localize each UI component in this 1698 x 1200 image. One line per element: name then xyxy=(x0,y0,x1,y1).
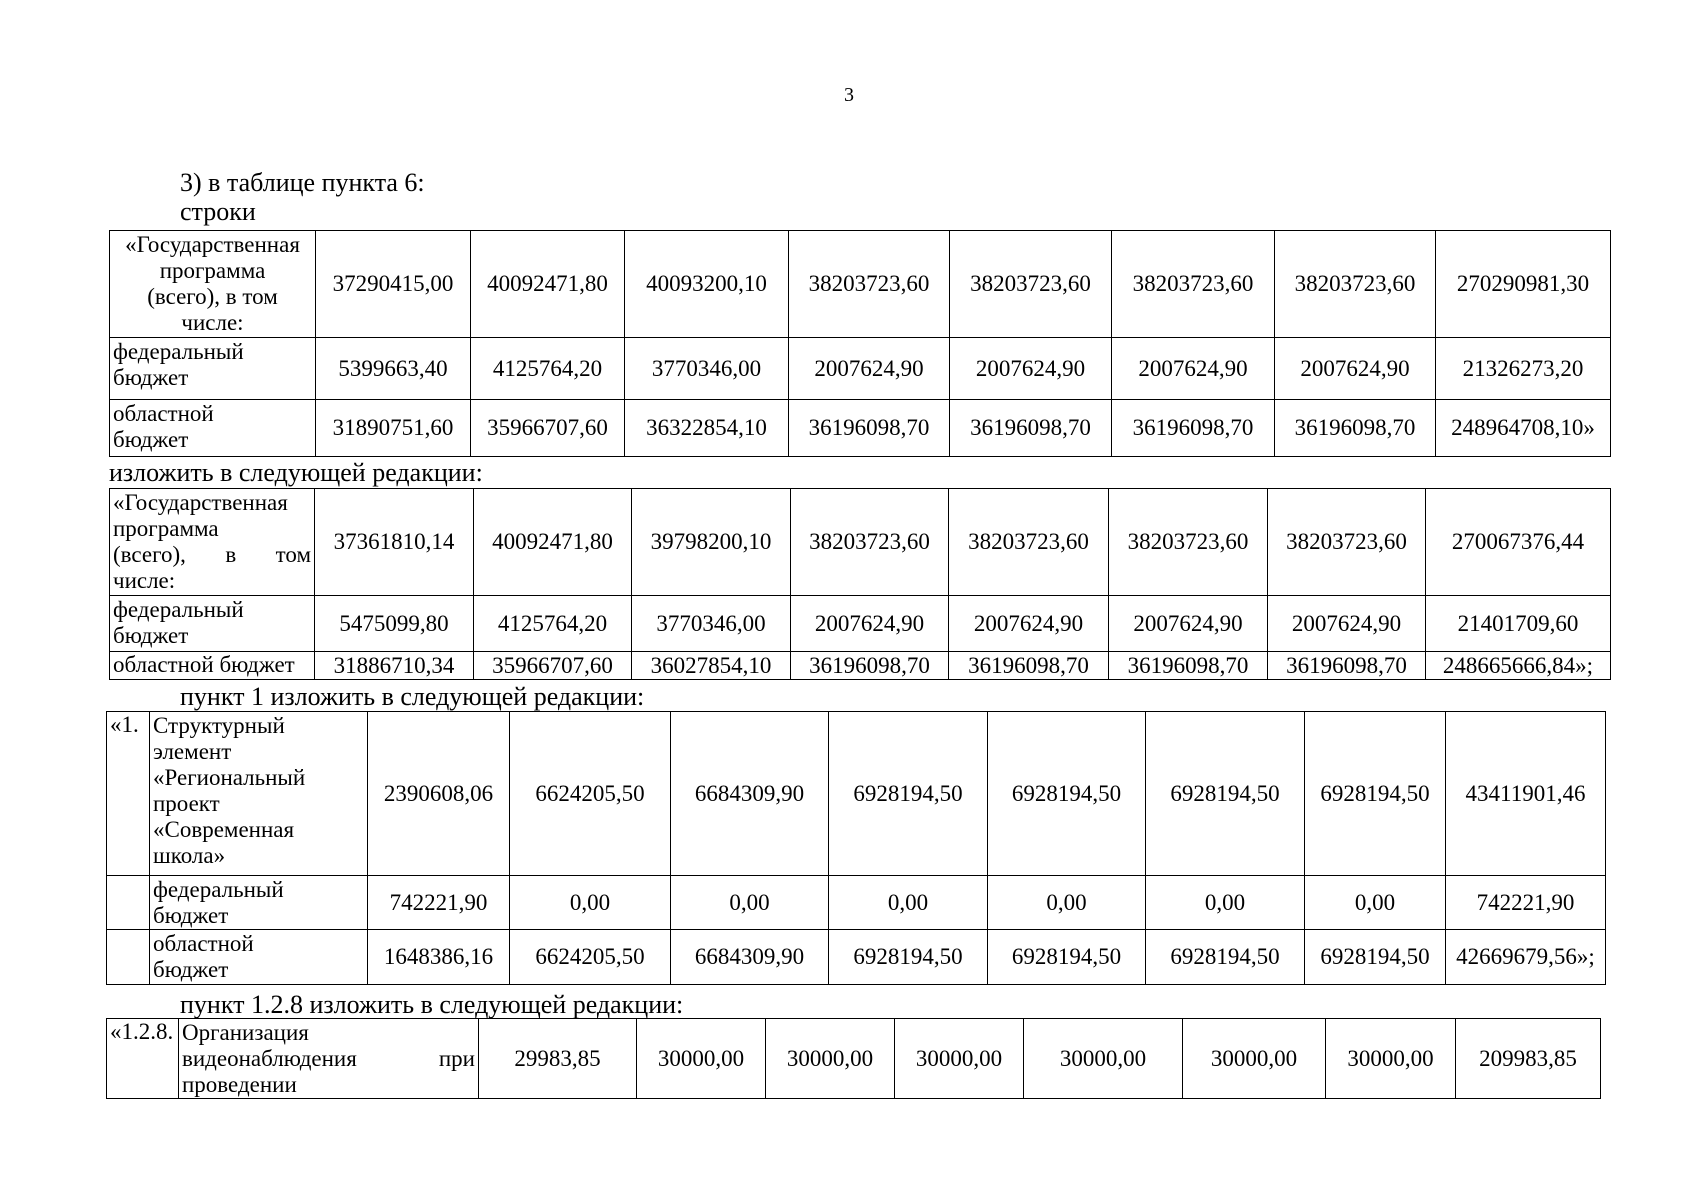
row-label: Структурный элемент «Региональный проект «Современная школа» xyxy=(150,712,368,876)
table-cell: 37290415,00 xyxy=(316,231,471,338)
item-number: «1. xyxy=(107,712,150,876)
table-cell: 38203723,60 xyxy=(789,231,950,338)
table-cell: 6928194,50 xyxy=(829,930,988,985)
intro-line-1: 3) в таблице пункта 6: xyxy=(180,168,425,197)
table-row xyxy=(107,876,1606,930)
row-label: федеральный бюджет xyxy=(150,876,368,930)
table-cell: 6928194,50 xyxy=(988,930,1146,985)
table-cell: 36196098,70 xyxy=(791,652,949,680)
table-cell: 6928194,50 xyxy=(1146,930,1305,985)
table-cell: 6624205,50 xyxy=(510,712,671,876)
row-label: областной бюджет xyxy=(110,400,316,457)
table-row xyxy=(107,930,1606,985)
table-cell: 21401709,60 xyxy=(1426,596,1611,652)
table-row xyxy=(107,712,1606,876)
table-cell: 21326273,20 xyxy=(1436,338,1611,400)
table-cell: 6684309,90 xyxy=(671,712,829,876)
row-label: Организация видеонаблюдения при проведении xyxy=(179,1019,479,1099)
table-cell: 209983,85 xyxy=(1456,1019,1601,1099)
table-cell: 6684309,90 xyxy=(671,930,829,985)
row-label: федеральный бюджет xyxy=(110,338,316,400)
table-cell: 2007624,90 xyxy=(1112,338,1275,400)
table-cell: 30000,00 xyxy=(766,1019,895,1099)
row-label: областной бюджет xyxy=(110,652,315,680)
table-cell: 4125764,20 xyxy=(474,596,632,652)
table-cell: 36196098,70 xyxy=(1109,652,1268,680)
item-number-empty xyxy=(107,876,150,930)
table-cell: 38203723,60 xyxy=(949,489,1109,596)
table-cell: 42669679,56»; xyxy=(1446,930,1606,985)
page-number: 3 xyxy=(844,84,854,106)
intro-line-2: строки xyxy=(180,197,256,226)
table-cell: 43411901,46 xyxy=(1446,712,1606,876)
table-cell: 248665666,84»; xyxy=(1426,652,1611,680)
table-cell: 36196098,70 xyxy=(1275,400,1436,457)
table-cell: 36196098,70 xyxy=(789,400,950,457)
table-cell: 36196098,70 xyxy=(1112,400,1275,457)
table-cell: 742221,90 xyxy=(1446,876,1606,930)
table-cell: 36196098,70 xyxy=(949,652,1109,680)
table-new-rows xyxy=(109,488,1611,680)
table-cell: 39798200,10 xyxy=(632,489,791,596)
table-cell: 1648386,16 xyxy=(368,930,510,985)
row-label: областной бюджет xyxy=(150,930,368,985)
table-cell: 30000,00 xyxy=(1326,1019,1456,1099)
table-cell: 30000,00 xyxy=(1024,1019,1183,1099)
table-cell: 2007624,90 xyxy=(1268,596,1426,652)
table-cell: 6928194,50 xyxy=(1305,930,1446,985)
table-cell: 270290981,30 xyxy=(1436,231,1611,338)
item-number: «1.2.8. xyxy=(107,1019,179,1099)
table-cell: 5399663,40 xyxy=(316,338,471,400)
table-cell: 35966707,60 xyxy=(474,652,632,680)
table-cell: 0,00 xyxy=(1146,876,1305,930)
table-cell: 6928194,50 xyxy=(1146,712,1305,876)
table-cell: 38203723,60 xyxy=(1268,489,1426,596)
table-cell: 248964708,10» xyxy=(1436,400,1611,457)
table-item-1-2-8 xyxy=(106,1018,1601,1099)
table-row xyxy=(110,231,1611,338)
heading-item-1-2-8: пункт 1.2.8 изложить в следующей редакции: xyxy=(180,990,684,1019)
table-cell: 6928194,50 xyxy=(1305,712,1446,876)
table-cell: 38203723,60 xyxy=(1275,231,1436,338)
table-cell: 0,00 xyxy=(510,876,671,930)
table-row xyxy=(110,338,1611,400)
table-row xyxy=(110,489,1611,596)
table-cell: 3770346,00 xyxy=(625,338,789,400)
table-cell: 270067376,44 xyxy=(1426,489,1611,596)
table-row xyxy=(110,596,1611,652)
table-cell: 0,00 xyxy=(671,876,829,930)
table-cell: 38203723,60 xyxy=(950,231,1112,338)
table-cell: 36027854,10 xyxy=(632,652,791,680)
table-cell: 3770346,00 xyxy=(632,596,791,652)
table-cell: 6928194,50 xyxy=(988,712,1146,876)
table-cell: 31890751,60 xyxy=(316,400,471,457)
table-cell: 40092471,80 xyxy=(474,489,632,596)
table-cell: 742221,90 xyxy=(368,876,510,930)
table-cell: 29983,85 xyxy=(479,1019,637,1099)
table-cell: 0,00 xyxy=(988,876,1146,930)
table-cell: 6624205,50 xyxy=(510,930,671,985)
table-cell: 6928194,50 xyxy=(829,712,988,876)
table-cell: 2007624,90 xyxy=(949,596,1109,652)
table-cell: 0,00 xyxy=(1305,876,1446,930)
table-cell: 36322854,10 xyxy=(625,400,789,457)
table-row xyxy=(110,400,1611,457)
item-number-empty xyxy=(107,930,150,985)
table-cell: 38203723,60 xyxy=(791,489,949,596)
row-label: федеральный бюджет xyxy=(110,596,315,652)
table-cell: 36196098,70 xyxy=(950,400,1112,457)
row-label: «Государственная программа (всего), в том числе: xyxy=(110,231,316,338)
table-cell: 30000,00 xyxy=(895,1019,1024,1099)
table-cell: 38203723,60 xyxy=(1109,489,1268,596)
table-cell: 40092471,80 xyxy=(471,231,625,338)
table-cell: 36196098,70 xyxy=(1268,652,1426,680)
heading-item-1: пункт 1 изложить в следующей редакции: xyxy=(180,682,645,711)
table-cell: 2390608,06 xyxy=(368,712,510,876)
table-cell: 35966707,60 xyxy=(471,400,625,457)
table-cell: 2007624,90 xyxy=(1109,596,1268,652)
row-label: «Государственная программа (всего), в том числе: xyxy=(110,489,315,596)
table-cell: 4125764,20 xyxy=(471,338,625,400)
table-cell: 30000,00 xyxy=(1183,1019,1326,1099)
table-cell: 2007624,90 xyxy=(791,596,949,652)
table-cell: 38203723,60 xyxy=(1112,231,1275,338)
table-cell: 31886710,34 xyxy=(315,652,474,680)
table-cell: 37361810,14 xyxy=(315,489,474,596)
table-old-rows xyxy=(109,230,1611,457)
table-item-1 xyxy=(106,711,1606,985)
table-cell: 40093200,10 xyxy=(625,231,789,338)
heading-new-version: изложить в следующей редакции: xyxy=(109,458,483,487)
table-row xyxy=(107,1019,1601,1099)
table-cell: 30000,00 xyxy=(637,1019,766,1099)
table-cell: 0,00 xyxy=(829,876,988,930)
table-row xyxy=(110,652,1611,680)
table-cell: 5475099,80 xyxy=(315,596,474,652)
table-cell: 2007624,90 xyxy=(789,338,950,400)
table-cell: 2007624,90 xyxy=(950,338,1112,400)
table-cell: 2007624,90 xyxy=(1275,338,1436,400)
